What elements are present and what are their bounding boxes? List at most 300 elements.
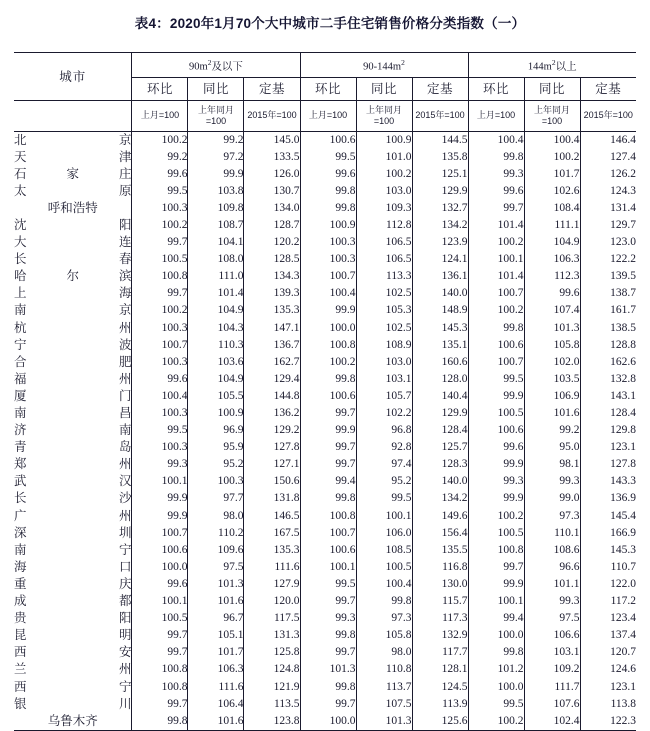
data-cell: 100.5: [468, 405, 524, 422]
data-cell: 99.5: [132, 183, 188, 200]
data-cell: 100.4: [300, 285, 356, 302]
city-name-cell: 银川: [13, 696, 132, 711]
data-cell: 101.2: [468, 661, 524, 678]
data-cell: 100.7: [132, 337, 188, 354]
city-name-cell: 兰州: [13, 662, 132, 677]
city-name-cell: 青岛: [13, 440, 132, 455]
data-cell: 104.1: [188, 234, 244, 251]
data-cell: 99.5: [468, 696, 524, 713]
data-cell: 131.8: [244, 490, 300, 507]
data-cell: 134.2: [412, 217, 468, 234]
data-cell: 97.5: [188, 559, 244, 576]
data-cell: 99.6: [132, 371, 188, 388]
data-cell: 110.2: [188, 525, 244, 542]
data-cell: 115.7: [412, 593, 468, 610]
data-cell: 162.7: [244, 354, 300, 371]
data-cell: 100.2: [300, 354, 356, 371]
data-cell: 99.6: [300, 166, 356, 183]
data-cell: 100.6: [468, 422, 524, 439]
table-row: [14, 320, 636, 337]
base-header-l-yoy: 上年同月=100: [524, 100, 580, 131]
data-cell: 106.3: [524, 251, 580, 268]
city-name-cell: 武汉: [13, 474, 132, 489]
group-label-large-sup: 2: [551, 58, 556, 67]
data-cell: 99.9: [300, 302, 356, 319]
data-cell: 100.1: [468, 593, 524, 610]
data-cell: 100.2: [468, 713, 524, 731]
data-cell: 117.3: [412, 610, 468, 627]
data-cell: 97.4: [356, 456, 412, 473]
header-row-bases: [14, 100, 636, 131]
data-cell: 101.3: [300, 661, 356, 678]
data-cell: 98.0: [188, 508, 244, 525]
table-row: [14, 696, 636, 713]
data-cell: 99.7: [132, 234, 188, 251]
data-cell: 98.1: [524, 456, 580, 473]
data-cell: 134.2: [412, 490, 468, 507]
table-row: [14, 337, 636, 354]
data-cell: 127.8: [244, 439, 300, 456]
data-cell: 100.1: [300, 559, 356, 576]
data-cell: 103.1: [524, 644, 580, 661]
metric-header-m-fixed: 定基: [412, 77, 468, 100]
data-cell: 148.9: [412, 302, 468, 319]
table-row: [14, 251, 636, 268]
data-cell: 124.8: [244, 661, 300, 678]
data-cell: 109.8: [188, 200, 244, 217]
data-cell: 117.5: [244, 610, 300, 627]
city-name-cell: 南宁: [13, 542, 132, 557]
data-cell: 107.6: [524, 696, 580, 713]
city-name-cell: 天津: [13, 149, 132, 164]
data-cell: 99.8: [300, 627, 356, 644]
city-name-cell: 南昌: [13, 406, 132, 420]
data-cell: 100.8: [300, 508, 356, 525]
data-cell: 100.5: [132, 610, 188, 627]
data-cell: 96.8: [356, 422, 412, 439]
data-cell: 103.6: [188, 354, 244, 371]
data-cell: 99.5: [468, 371, 524, 388]
data-cell: 99.6: [524, 285, 580, 302]
data-cell: 99.7: [468, 559, 524, 576]
data-cell: 150.6: [244, 473, 300, 490]
data-cell: 125.6: [412, 713, 468, 731]
data-cell: 136.2: [244, 405, 300, 422]
data-cell: 145.3: [580, 542, 636, 559]
data-cell: 135.8: [412, 149, 468, 166]
city-name-cell: 成都: [13, 594, 132, 609]
data-cell: 97.7: [188, 490, 244, 507]
table-row: [14, 268, 636, 285]
data-cell: 99.9: [132, 508, 188, 525]
table-row: [14, 559, 636, 576]
group-label-medium-pre: 90-144m: [363, 61, 402, 73]
base-header-l-mom: 上月=100: [468, 100, 524, 131]
data-cell: 100.0: [468, 627, 524, 644]
data-cell: 113.5: [244, 696, 300, 713]
data-cell: 125.7: [412, 439, 468, 456]
data-cell: 111.7: [524, 679, 580, 696]
base-header-s-mom: 上月=100: [132, 100, 188, 131]
data-cell: 96.9: [188, 422, 244, 439]
data-cell: 100.0: [300, 713, 356, 731]
data-cell: 107.4: [524, 302, 580, 319]
city-name-cell: 合肥: [13, 354, 132, 369]
data-cell: 104.9: [188, 371, 244, 388]
data-cell: 166.9: [580, 525, 636, 542]
data-cell: 122.2: [580, 251, 636, 268]
table-row: [14, 490, 636, 507]
data-cell: 100.7: [300, 268, 356, 285]
data-cell: 128.5: [244, 251, 300, 268]
table-row: [14, 234, 636, 251]
data-cell: 100.3: [132, 439, 188, 456]
data-cell: 108.6: [524, 542, 580, 559]
data-cell: 99.7: [300, 696, 356, 713]
data-cell: 100.2: [524, 149, 580, 166]
city-name-cell: 厦门: [13, 388, 132, 403]
data-cell: 98.0: [356, 644, 412, 661]
data-cell: 124.3: [580, 183, 636, 200]
data-cell: 128.4: [580, 405, 636, 422]
city-name-cell: 西宁: [13, 679, 132, 694]
data-cell: 100.7: [468, 354, 524, 371]
table-row: [14, 388, 636, 405]
data-cell: 99.7: [132, 696, 188, 713]
data-cell: 99.4: [300, 473, 356, 490]
data-cell: 99.9: [188, 166, 244, 183]
data-cell: 101.6: [524, 405, 580, 422]
data-cell: 105.7: [356, 388, 412, 405]
table-row: [14, 217, 636, 234]
data-cell: 125.8: [244, 644, 300, 661]
data-cell: 123.1: [580, 439, 636, 456]
group-label-small-sup: 2: [207, 58, 212, 67]
data-cell: 133.5: [244, 149, 300, 166]
data-cell: 127.9: [244, 576, 300, 593]
data-cell: 99.8: [300, 183, 356, 200]
data-cell: 160.6: [412, 354, 468, 371]
data-cell: 134.3: [244, 268, 300, 285]
data-cell: 116.8: [412, 559, 468, 576]
data-cell: 126.2: [580, 166, 636, 183]
data-cell: 100.0: [132, 559, 188, 576]
data-cell: 100.8: [300, 337, 356, 354]
data-cell: 156.4: [412, 525, 468, 542]
group-label-small-post: 及以下: [211, 61, 243, 73]
data-cell: 92.8: [356, 439, 412, 456]
data-cell: 109.2: [524, 661, 580, 678]
data-cell: 99.3: [524, 593, 580, 610]
table-row: [14, 405, 636, 422]
data-cell: 111.6: [244, 559, 300, 576]
table-row: [14, 473, 636, 490]
base-header-s-fixed: 2015年=100: [244, 100, 300, 131]
city-name-cell: 郑州: [13, 457, 132, 472]
metric-header-l-yoy: 同比: [524, 77, 580, 100]
city-name-cell: 宁波: [13, 337, 132, 352]
data-cell: 112.8: [356, 217, 412, 234]
data-cell: 100.1: [132, 473, 188, 490]
data-cell: 99.9: [468, 456, 524, 473]
data-cell: 140.0: [412, 285, 468, 302]
data-cell: 99.5: [132, 422, 188, 439]
data-cell: 101.3: [524, 320, 580, 337]
data-cell: 100.2: [468, 508, 524, 525]
group-label-large-pre: 144m: [527, 61, 552, 73]
data-cell: 99.7: [300, 439, 356, 456]
group-header-medium: [300, 53, 468, 78]
data-cell: 167.5: [244, 525, 300, 542]
table-row: [14, 542, 636, 559]
data-cell: 102.4: [524, 713, 580, 731]
city-name-cell: 沈阳: [13, 217, 132, 232]
table-row: [14, 610, 636, 627]
city-name-cell: 长沙: [13, 491, 132, 506]
data-cell: 99.9: [468, 576, 524, 593]
data-cell: 120.7: [580, 644, 636, 661]
data-cell: 99.5: [300, 576, 356, 593]
data-cell: 99.5: [300, 149, 356, 166]
data-cell: 100.4: [468, 131, 524, 149]
data-cell: 99.8: [468, 320, 524, 337]
data-cell: 113.7: [356, 679, 412, 696]
data-cell: 123.0: [580, 234, 636, 251]
data-cell: 100.1: [356, 508, 412, 525]
data-cell: 103.0: [356, 354, 412, 371]
data-cell: 102.6: [524, 183, 580, 200]
city-name-cell: 太原: [13, 183, 132, 198]
data-cell: 145.4: [580, 508, 636, 525]
table-row: [14, 456, 636, 473]
data-cell: 138.7: [580, 285, 636, 302]
group-header-large: [468, 53, 636, 78]
table-row: [14, 371, 636, 388]
data-cell: 113.3: [356, 268, 412, 285]
data-cell: 108.9: [356, 337, 412, 354]
data-cell: 143.1: [580, 388, 636, 405]
data-cell: 99.8: [300, 371, 356, 388]
data-cell: 120.0: [244, 593, 300, 610]
data-cell: 129.2: [244, 422, 300, 439]
data-cell: 99.7: [300, 405, 356, 422]
data-cell: 127.8: [580, 456, 636, 473]
data-cell: 106.6: [524, 627, 580, 644]
group-label-large-post: 以上: [555, 61, 577, 73]
data-cell: 100.0: [300, 320, 356, 337]
page-title: 表4：2020年1月70个大中城市二手住宅销售价格分类指数（一）: [134, 16, 526, 31]
data-cell: 105.1: [188, 627, 244, 644]
data-cell: 100.1: [132, 593, 188, 610]
data-cell: 99.2: [524, 422, 580, 439]
data-cell: 100.3: [132, 354, 188, 371]
data-cell: 104.9: [524, 234, 580, 251]
price-index-table: [14, 52, 636, 731]
data-cell: 123.9: [412, 234, 468, 251]
data-cell: 102.5: [356, 285, 412, 302]
city-name-cell: 上海: [13, 286, 132, 301]
data-cell: 100.6: [132, 542, 188, 559]
data-cell: 100.8: [468, 542, 524, 559]
metric-header-s-fixed: 定基: [244, 77, 300, 100]
data-cell: 120.2: [244, 234, 300, 251]
data-cell: 128.0: [412, 371, 468, 388]
table-row: [14, 354, 636, 371]
data-cell: 95.2: [356, 473, 412, 490]
data-cell: 95.0: [524, 439, 580, 456]
data-cell: 131.4: [580, 200, 636, 217]
city-name-cell: 深圳: [13, 525, 132, 540]
data-cell: 106.3: [188, 661, 244, 678]
data-cell: 106.5: [356, 234, 412, 251]
city-name-cell: 重庆: [13, 576, 132, 591]
city-name-cell: 乌鲁木齐: [47, 713, 98, 728]
data-cell: 103.5: [524, 371, 580, 388]
data-cell: 99.3: [132, 456, 188, 473]
data-cell: 99.7: [300, 644, 356, 661]
data-cell: 103.0: [356, 183, 412, 200]
data-cell: 100.2: [132, 217, 188, 234]
data-cell: 102.5: [356, 320, 412, 337]
data-cell: 100.2: [132, 302, 188, 319]
data-cell: 103.1: [356, 371, 412, 388]
data-cell: 99.3: [300, 610, 356, 627]
data-cell: 100.2: [468, 234, 524, 251]
data-cell: 132.7: [412, 200, 468, 217]
data-cell: 110.7: [580, 559, 636, 576]
group-label-small-pre: 90m: [189, 61, 208, 73]
data-cell: 101.4: [468, 268, 524, 285]
data-cell: 129.4: [244, 371, 300, 388]
data-cell: 135.5: [412, 542, 468, 559]
data-cell: 101.3: [356, 713, 412, 731]
table-row: [14, 661, 636, 678]
data-cell: 102.2: [356, 405, 412, 422]
city-name-cell: 海口: [13, 559, 132, 574]
data-cell: 136.7: [244, 337, 300, 354]
data-cell: 99.8: [468, 149, 524, 166]
data-cell: 100.4: [524, 131, 580, 149]
data-cell: 99.8: [300, 490, 356, 507]
data-cell: 100.3: [300, 234, 356, 251]
data-cell: 130.0: [412, 576, 468, 593]
data-cell: 136.9: [580, 490, 636, 507]
data-cell: 99.0: [524, 490, 580, 507]
data-cell: 112.3: [524, 268, 580, 285]
data-cell: 101.1: [524, 576, 580, 593]
table-row: [14, 627, 636, 644]
data-cell: 99.6: [468, 183, 524, 200]
data-cell: 99.3: [468, 473, 524, 490]
data-cell: 101.4: [188, 285, 244, 302]
data-cell: 99.8: [468, 644, 524, 661]
metric-header-l-mom: 环比: [468, 77, 524, 100]
data-cell: 123.1: [580, 679, 636, 696]
data-cell: 146.4: [580, 131, 636, 149]
data-cell: 101.7: [524, 166, 580, 183]
data-cell: 100.2: [468, 302, 524, 319]
data-cell: 135.3: [244, 542, 300, 559]
data-cell: 129.9: [412, 405, 468, 422]
data-cell: 129.9: [412, 183, 468, 200]
data-cell: 143.3: [580, 473, 636, 490]
table-row: [14, 439, 636, 456]
data-cell: 162.6: [580, 354, 636, 371]
data-cell: 113.8: [580, 696, 636, 713]
base-header-m-mom: 上月=100: [300, 100, 356, 131]
data-cell: 146.5: [244, 508, 300, 525]
data-cell: 104.9: [188, 302, 244, 319]
data-cell: 99.6: [468, 439, 524, 456]
data-cell: 149.6: [412, 508, 468, 525]
data-cell: 99.7: [132, 285, 188, 302]
data-cell: 103.8: [188, 183, 244, 200]
data-cell: 106.9: [524, 388, 580, 405]
data-cell: 101.3: [188, 576, 244, 593]
data-cell: 132.8: [580, 371, 636, 388]
data-cell: 99.2: [132, 149, 188, 166]
data-cell: 117.2: [580, 593, 636, 610]
base-header-city-spacer: [14, 100, 132, 131]
data-cell: 130.7: [244, 183, 300, 200]
data-cell: 123.4: [580, 610, 636, 627]
metric-header-l-fixed: 定基: [580, 77, 636, 100]
data-cell: 105.3: [356, 302, 412, 319]
data-cell: 147.1: [244, 320, 300, 337]
data-cell: 99.8: [300, 679, 356, 696]
data-cell: 95.2: [188, 456, 244, 473]
table-row: [14, 200, 636, 217]
data-cell: 127.1: [244, 456, 300, 473]
data-cell: 104.3: [188, 320, 244, 337]
data-cell: 145.0: [244, 131, 300, 149]
table-row: [14, 679, 636, 696]
data-cell: 129.7: [580, 217, 636, 234]
city-name-cell: 石家庄: [13, 166, 132, 181]
data-cell: 134.0: [244, 200, 300, 217]
data-cell: 100.7: [300, 525, 356, 542]
data-cell: 135.1: [412, 337, 468, 354]
data-cell: 106.4: [188, 696, 244, 713]
data-cell: 100.9: [300, 217, 356, 234]
city-name-cell: 杭州: [13, 320, 132, 335]
data-cell: 100.9: [356, 131, 412, 149]
data-cell: 100.3: [132, 200, 188, 217]
data-cell: 126.0: [244, 166, 300, 183]
data-cell: 131.3: [244, 627, 300, 644]
data-cell: 100.5: [356, 559, 412, 576]
city-name-cell: 长春: [13, 252, 132, 267]
data-cell: 101.0: [356, 149, 412, 166]
metric-header-m-mom: 环比: [300, 77, 356, 100]
city-name-cell: 昆明: [13, 628, 132, 643]
data-cell: 100.8: [132, 268, 188, 285]
city-name-cell: 哈尔滨: [13, 269, 132, 284]
data-cell: 111.1: [524, 217, 580, 234]
data-cell: 138.5: [580, 320, 636, 337]
city-name-cell: 北京: [13, 132, 132, 147]
data-cell: 123.8: [244, 713, 300, 731]
data-cell: 101.6: [188, 713, 244, 731]
city-name-cell: 呼和浩特: [47, 200, 98, 215]
table-row: [14, 166, 636, 183]
table-row: [14, 149, 636, 166]
data-cell: 108.7: [188, 217, 244, 234]
data-cell: 124.6: [580, 661, 636, 678]
data-cell: 99.4: [468, 610, 524, 627]
data-cell: 108.0: [188, 251, 244, 268]
data-cell: 97.2: [188, 149, 244, 166]
